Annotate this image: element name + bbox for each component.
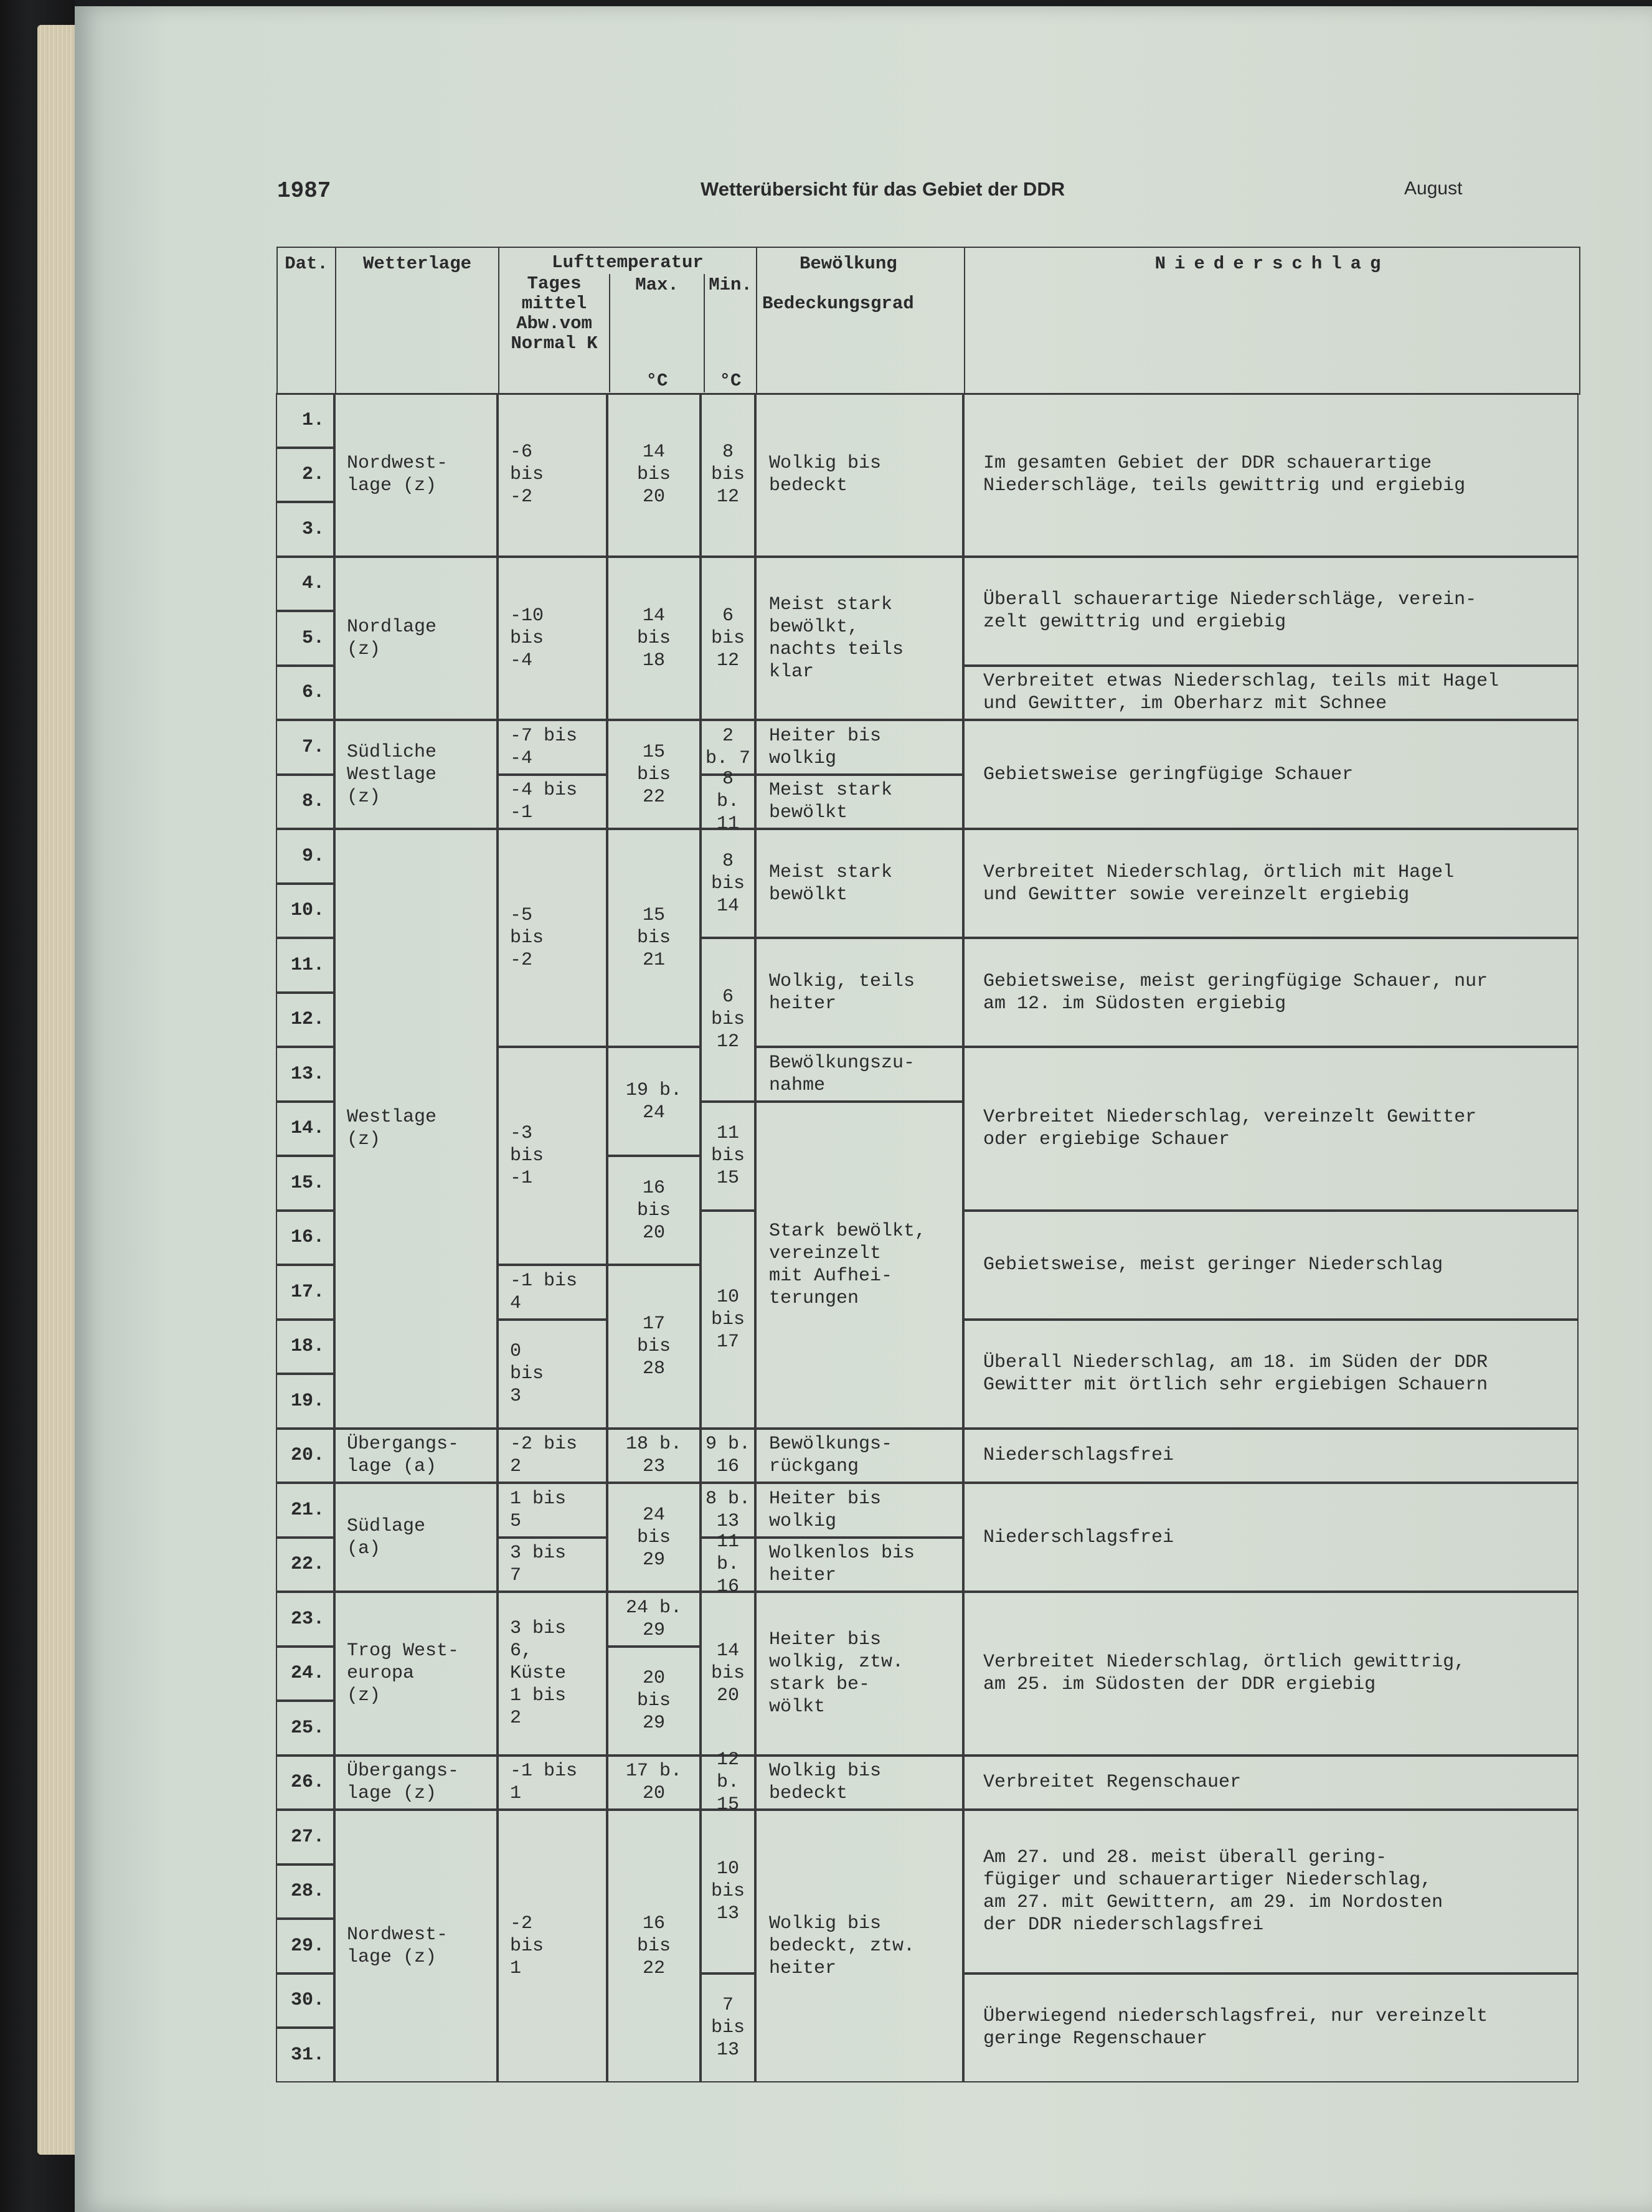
- min-cell: 12 b. 15: [701, 1756, 755, 1810]
- wetterlage-cell: Übergangs- lage (z): [334, 1756, 498, 1810]
- date-cell: 12.: [276, 993, 334, 1047]
- date-cell: 23.: [276, 1592, 334, 1647]
- tagesmittel-cell: -5 bis -2: [498, 829, 607, 1047]
- niederschlag-cell: Verbreitet Niederschlag, örtlich gewittrig, am 25. im Südosten der DDR ergiebig: [963, 1592, 1579, 1756]
- date-cell: 22.: [276, 1538, 334, 1592]
- bewoelkung-cell: Bewölkungszu- nahme: [755, 1047, 963, 1102]
- niederschlag-cell: Niederschlagsfrei: [963, 1483, 1579, 1592]
- tagesmittel-cell: -7 bis -4: [498, 720, 607, 775]
- date-cell: 17.: [276, 1265, 334, 1320]
- wetterlage-cell: Nordlage (z): [334, 557, 498, 721]
- date-cell: 1.: [276, 393, 334, 448]
- date-cell: 14.: [276, 1102, 334, 1156]
- min-cell: 11 b. 16: [701, 1538, 755, 1592]
- niederschlag-cell: Gebietsweise, meist geringer Niederschlag: [963, 1211, 1579, 1320]
- bewoelkung-cell: Meist stark bewölkt, nachts teils klar: [755, 557, 963, 721]
- date-cell: 19.: [276, 1374, 334, 1429]
- header-max-unit: °C: [646, 371, 668, 391]
- niederschlag-cell: Überwiegend niederschlagsfrei, nur vereinzelt geringe Regenschauer: [963, 1973, 1579, 2082]
- date-cell: 31.: [276, 2028, 334, 2082]
- max-cell: 18 b. 23: [607, 1429, 701, 1483]
- niederschlag-cell: Verbreitet Niederschlag, örtlich mit Hagel und Gewitter sowie vereinzelt ergiebig: [963, 829, 1579, 938]
- min-cell: 6 bis 12: [701, 938, 755, 1102]
- date-cell: 27.: [276, 1810, 334, 1865]
- min-cell: 2 b. 7: [701, 720, 755, 775]
- niederschlag-cell: Überall schauerartige Niederschläge, verein- zelt gewittrig und ergiebig: [963, 557, 1579, 666]
- wetterlage-cell: Trog West- europa (z): [334, 1592, 498, 1756]
- max-cell: 19 b. 24: [607, 1047, 701, 1156]
- max-cell: 16 bis 20: [607, 1156, 701, 1265]
- wetterlage-cell: Südlage (a): [334, 1483, 498, 1592]
- max-cell: 24 bis 29: [607, 1483, 701, 1592]
- date-cell: 7.: [276, 720, 334, 775]
- max-cell: 14 bis 20: [607, 393, 701, 557]
- bewoelkung-cell: Wolkig, teils heiter: [755, 938, 963, 1047]
- header-tagesmittel: Tages mittel Abw.vom Normal K: [499, 274, 610, 392]
- min-cell: 7 bis 13: [701, 1973, 755, 2082]
- tagesmittel-cell: 3 bis 7: [498, 1538, 607, 1592]
- min-cell: 10 bis 17: [701, 1211, 755, 1429]
- date-cell: 13.: [276, 1047, 334, 1102]
- bewoelkung-cell: Wolkenlos bis heiter: [755, 1538, 963, 1592]
- header-month: August: [1404, 178, 1463, 199]
- tagesmittel-cell: 1 bis 5: [498, 1483, 607, 1538]
- max-cell: 16 bis 22: [607, 1810, 701, 2082]
- niederschlag-cell: Niederschlagsfrei: [963, 1429, 1579, 1483]
- tagesmittel-cell: -4 bis -1: [498, 775, 607, 830]
- date-cell: 15.: [276, 1156, 334, 1211]
- min-cell: 11 bis 15: [701, 1102, 755, 1211]
- wetterlage-cell: Übergangs- lage (a): [334, 1429, 498, 1483]
- bewoelkung-cell: Bewölkungs- rückgang: [755, 1429, 963, 1483]
- min-cell: 14 bis 20: [701, 1592, 755, 1756]
- niederschlag-cell: Am 27. und 28. meist überall gering- fügiger und schauerartiger Niederschlag, am 27. mit Gewittern, am 29. im Nordosten der DDR niederschlagsfrei: [963, 1810, 1579, 1973]
- wetterlage-cell: Nordwest- lage (z): [334, 393, 498, 557]
- header-title: Wetterübersicht für das Gebiet der DDR: [701, 178, 1065, 200]
- bewoelkung-cell: Wolkig bis bedeckt, ztw. heiter: [755, 1810, 963, 2082]
- max-cell: 17 bis 28: [607, 1265, 701, 1429]
- header-min: Min.: [709, 275, 752, 295]
- bewoelkung-cell: Stark bewölkt, vereinzelt mit Aufhei- terungen: [755, 1102, 963, 1429]
- min-cell: 8 b. 13: [701, 1483, 755, 1538]
- bewoelkung-cell: Heiter bis wolkig: [755, 720, 963, 775]
- date-cell: 2.: [276, 448, 334, 503]
- header-max: Max.: [635, 275, 679, 295]
- date-cell: 24.: [276, 1647, 334, 1701]
- tagesmittel-cell: -2 bis 1: [498, 1810, 607, 2082]
- bewoelkung-cell: Meist stark bewölkt: [755, 775, 963, 830]
- date-cell: 28.: [276, 1865, 334, 1919]
- date-cell: 11.: [276, 938, 334, 993]
- bewoelkung-cell: Wolkig bis bedeckt: [755, 393, 963, 557]
- max-cell: 20 bis 29: [607, 1647, 701, 1756]
- niederschlag-cell: Verbreitet Regenschauer: [963, 1756, 1579, 1810]
- date-cell: 26.: [276, 1756, 334, 1810]
- header-year: 1987: [277, 178, 331, 204]
- tagesmittel-cell: 3 bis 6, Küste 1 bis 2: [498, 1592, 607, 1756]
- tagesmittel-cell: -6 bis -2: [498, 393, 607, 557]
- header-niederschlag: Niederschlag: [965, 247, 1580, 394]
- wetterlage-cell: Nordwest- lage (z): [334, 1810, 498, 2082]
- date-cell: 18.: [276, 1320, 334, 1374]
- max-cell: 17 b. 20: [607, 1756, 701, 1810]
- header-bewoelkung-label: Bewölkung: [800, 253, 897, 274]
- niederschlag-cell: Verbreitet Niederschlag, vereinzelt Gewitter oder ergiebige Schauer: [963, 1047, 1579, 1211]
- niederschlag-cell: Gebietsweise geringfügige Schauer: [963, 720, 1579, 829]
- bewoelkung-cell: Wolkig bis bedeckt: [755, 1756, 963, 1810]
- date-cell: 20.: [276, 1429, 334, 1483]
- tagesmittel-cell: -10 bis -4: [498, 557, 607, 721]
- niederschlag-cell: Gebietsweise, meist geringfügige Schauer, nur am 12. im Südosten ergiebig: [963, 938, 1579, 1047]
- wetterlage-cell: Westlage (z): [334, 829, 498, 1429]
- max-cell: 24 b. 29: [607, 1592, 701, 1647]
- date-cell: 29.: [276, 1919, 334, 1973]
- niederschlag-cell: Im gesamten Gebiet der DDR schauerartige Niederschläge, teils gewittrig und ergiebig: [963, 393, 1579, 557]
- date-cell: 16.: [276, 1211, 334, 1265]
- header-min-unit: °C: [719, 371, 742, 391]
- min-cell: 10 bis 13: [701, 1810, 755, 1973]
- header-lufttemperatur: [499, 247, 757, 394]
- wetterlage-cell: Südliche Westlage (z): [334, 720, 498, 829]
- tagesmittel-cell: 0 bis 3: [498, 1320, 607, 1429]
- date-cell: 21.: [276, 1483, 334, 1538]
- niederschlag-cell: Überall Niederschlag, am 18. im Süden der DDR Gewitter mit örtlich sehr ergiebigen Schauern: [963, 1320, 1579, 1429]
- min-cell: 8 bis 14: [701, 829, 755, 938]
- date-cell: 9.: [276, 829, 334, 884]
- tagesmittel-cell: -2 bis 2: [498, 1429, 607, 1483]
- date-cell: 8.: [276, 775, 334, 830]
- bewoelkung-cell: Heiter bis wolkig, ztw. stark be- wölkt: [755, 1592, 963, 1756]
- weather-table: [276, 247, 1580, 395]
- min-cell: 6 bis 12: [701, 557, 755, 721]
- date-cell: 6.: [276, 666, 334, 721]
- header-bedeckungsgrad: Bedeckungsgrad: [762, 293, 914, 314]
- date-cell: 25.: [276, 1701, 334, 1756]
- bewoelkung-cell: Heiter bis wolkig: [755, 1483, 963, 1538]
- date-cell: 3.: [276, 502, 334, 557]
- date-cell: 10.: [276, 884, 334, 938]
- header-lufttemperatur-label: Lufttemperatur: [552, 252, 704, 273]
- date-cell: 30.: [276, 1973, 334, 2028]
- header-bewoelkung: [757, 247, 965, 394]
- date-cell: 5.: [276, 611, 334, 666]
- date-cell: 4.: [276, 557, 334, 612]
- tagesmittel-cell: -3 bis -1: [498, 1047, 607, 1265]
- header-wetterlage: Wetterlage: [336, 247, 499, 394]
- min-cell: 8 b. 11: [701, 775, 755, 830]
- max-cell: 15 bis 22: [607, 720, 701, 829]
- max-cell: 15 bis 21: [607, 829, 701, 1047]
- niederschlag-cell: Verbreitet etwas Niederschlag, teils mit Hagel und Gewitter, im Oberharz mit Schnee: [963, 666, 1579, 721]
- tagesmittel-cell: -1 bis 1: [498, 1756, 607, 1810]
- max-cell: 14 bis 18: [607, 557, 701, 721]
- bewoelkung-cell: Meist stark bewölkt: [755, 829, 963, 938]
- header-dat: Dat.: [277, 247, 336, 394]
- tagesmittel-cell: -1 bis 4: [498, 1265, 607, 1320]
- min-cell: 8 bis 12: [701, 393, 755, 557]
- min-cell: 9 b. 16: [701, 1429, 755, 1483]
